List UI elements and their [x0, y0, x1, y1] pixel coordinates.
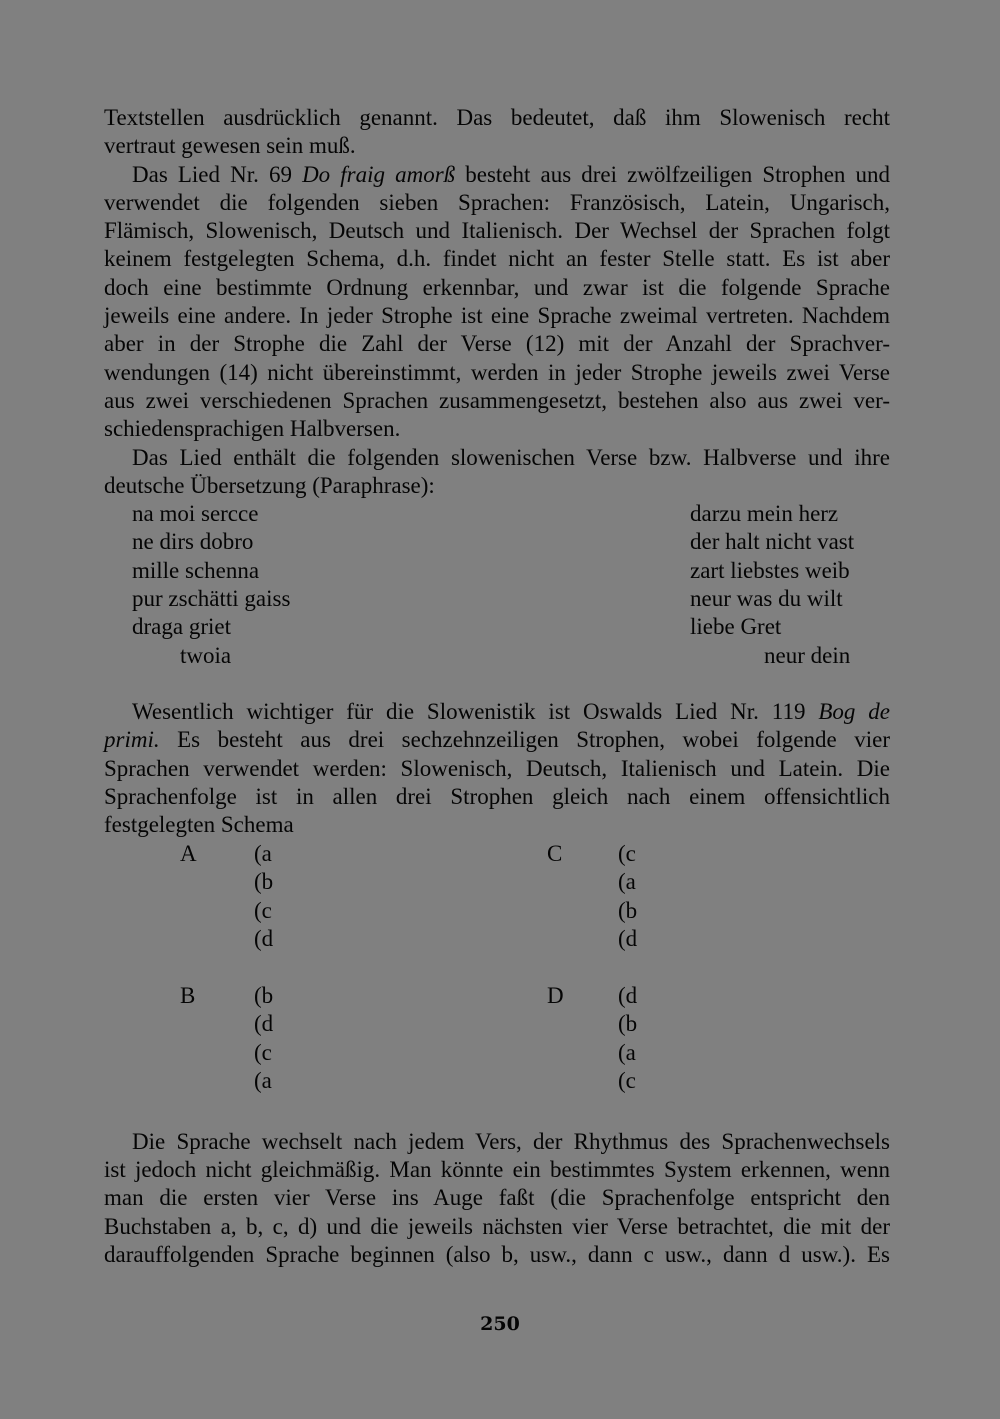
text-line: aus zwei verschiedenen Sprachen zusammengesetzt, bestehen also aus zwei ver- — [104, 387, 890, 413]
text-line: aber in der Strophe die Zahl der Verse (12) mit der Anzahl der Sprachver- — [104, 331, 890, 357]
verse-translation-table — [104, 500, 890, 670]
schema-item: (c — [254, 1039, 272, 1065]
schema-item: (a — [254, 1067, 272, 1093]
text-line: wendungen (14) nicht übereinstimmt, werden in jeder Strophe jeweils zwei Verse — [104, 359, 890, 385]
schema-label-b: B — [180, 982, 196, 1008]
text-line: doch eine bestimmte Ordnung erkennbar, und zwar ist die folgende Sprache — [104, 274, 890, 300]
text-line: Sprachen verwendet werden: Slowenisch, Deutsch, Italienisch und Latein. Die — [104, 755, 890, 781]
text-span: besteht aus drei zwölfzeiligen Strophen und — [455, 161, 891, 187]
page-number: 250 — [480, 1313, 520, 1335]
text-line: Die Sprache wechselt nach jedem Vers, der Rhythmus des Sprachenwechsels — [132, 1128, 890, 1154]
schema-item: (c — [254, 897, 272, 923]
song-title: primi. — [104, 727, 160, 753]
slovene-verse: twoia — [180, 642, 232, 668]
text-span: Wesentlich wichtiger für die Slowenistik ist Oswalds Lied Nr. 119 — [132, 699, 819, 725]
song-title: Bog de — [818, 699, 890, 725]
schema-item: (d — [618, 982, 638, 1008]
slovene-verse: draga griet — [132, 614, 231, 640]
song-title: Do fraig amorß — [302, 161, 456, 187]
text-line: verwendet die folgenden sieben Sprachen: Französisch, Latein, Ungarisch, — [104, 189, 890, 215]
verse-row — [104, 642, 890, 670]
text-line: darauffolgenden Sprache beginnen (also b, usw., dann c usw., dann d usw.). Es — [104, 1241, 890, 1267]
text-line: Das Lied enthält die folgenden slowenischen Verse bzw. Halbverse und ihre — [132, 444, 890, 470]
schema-item: (d — [618, 925, 638, 951]
german-verse: liebe Gret — [690, 614, 782, 640]
german-verse: der halt nicht vast — [690, 529, 855, 555]
paragraph-4 — [104, 698, 890, 839]
paragraph-1 — [104, 104, 890, 161]
text-line: Textstellen ausdrücklich genannt. Das bedeutet, daß ihm Slowenisch recht — [104, 105, 890, 130]
spacer — [104, 1100, 890, 1128]
verse-row — [104, 528, 890, 556]
german-verse: neur was du wilt — [690, 586, 843, 612]
text-line — [104, 161, 890, 189]
text-span: Es besteht aus drei sechzehnzeiligen Strophen, wobei folgende vier — [159, 727, 890, 753]
schema-item: (c — [618, 840, 636, 866]
text-line: ist jedoch nicht gleichmäßig. Man könnte ein bestimmtes System erkennen, wenn — [104, 1156, 890, 1182]
schema-item: (a — [618, 868, 636, 894]
language-schema — [104, 840, 890, 1100]
german-verse: zart liebstes weib — [690, 557, 850, 583]
text-line: keinem festgelegten Schema, d.h. findet nicht an fester Stelle statt. Es ist aber — [104, 246, 890, 272]
schema-item: (d — [254, 925, 274, 951]
schema-item: (b — [618, 897, 638, 923]
german-verse: neur dein — [764, 642, 851, 668]
german-verse: darzu mein herz — [690, 501, 839, 527]
schema-label-d: D — [547, 982, 564, 1008]
schema-item: (d — [254, 1010, 274, 1036]
slovene-verse: mille schenna — [132, 557, 260, 583]
page-body — [104, 104, 890, 1269]
verse-row — [104, 613, 890, 641]
paragraph-2 — [104, 161, 890, 444]
paragraph-5 — [104, 1128, 890, 1269]
slovene-verse: ne dirs dobro — [132, 529, 254, 555]
text-line — [104, 726, 890, 754]
text-line: deutsche Übersetzung (Paraphrase): — [104, 472, 435, 498]
verse-row — [104, 557, 890, 585]
text-line: festgelegten Schema — [104, 812, 294, 838]
verse-row — [104, 585, 890, 613]
text-line: Buchstaben a, b, c, d) und die jeweils nächsten vier Verse betrachtet, die mit der — [104, 1213, 890, 1239]
schema-label-c: C — [547, 840, 563, 866]
text-line: schiedensprachigen Halbversen. — [104, 416, 401, 442]
spacer — [104, 670, 890, 698]
text-line: man die ersten vier Verse ins Auge faßt (die Sprachenfolge entspricht den — [104, 1185, 890, 1211]
schema-item: (a — [254, 840, 272, 866]
slovene-verse: na moi sercce — [132, 501, 259, 527]
text-line: vertraut gewesen sein muß. — [104, 133, 356, 159]
text-line — [104, 698, 890, 726]
paragraph-3 — [104, 444, 890, 501]
text-line: Flämisch, Slowenisch, Deutsch und Italienisch. Der Wechsel der Sprachen folgt — [104, 218, 890, 244]
schema-label-a: A — [180, 840, 197, 866]
schema-item: (c — [618, 1067, 636, 1093]
schema-item: (a — [618, 1039, 636, 1065]
verse-row — [104, 500, 890, 528]
schema-item: (b — [254, 982, 274, 1008]
text-line: jeweils eine andere. In jeder Strophe ist eine Sprache zweimal vertreten. Nachdem — [104, 303, 890, 329]
text-line: Sprachenfolge ist in allen drei Strophen gleich nach einem offensichtlich — [104, 784, 890, 810]
slovene-verse: pur zschätti gaiss — [132, 586, 291, 612]
text-span: Das Lied Nr. 69 — [132, 161, 303, 187]
schema-item: (b — [618, 1010, 638, 1036]
schema-item: (b — [254, 868, 274, 894]
